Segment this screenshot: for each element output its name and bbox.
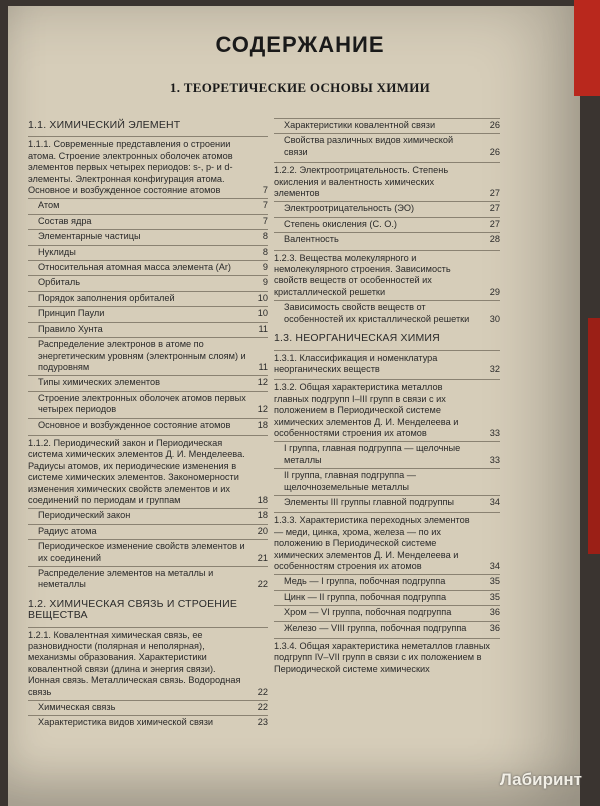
toc-subentry-title: Цинк — II группа, побочная подгруппа — [284, 591, 447, 602]
toc-entry[interactable]: 1.3.2. Общая характеристика металлов главных подгрупп I–III групп в связи с их положением в Периодической системе химических элементов Д. И. Менделеева и особенностями строения их атомов 33 — [274, 379, 500, 439]
toc-subentry[interactable] — [28, 306, 268, 319]
toc-entry[interactable]: 1.1.2. Периодический закон и Периодическая система химических элементов Д. И. Менделеева. Радиусы атомов, их периодические изменения в системе химических элементов. Закономерности изменения химических свойств элементов и их соединений по периодам и группам 18 — [28, 435, 268, 506]
toc-subentry-title: Элементы III группы главной подгруппы — [284, 496, 455, 507]
toc-page-number: 11 — [258, 323, 268, 334]
toc-left-column — [28, 112, 268, 729]
toc-subentry[interactable] — [274, 574, 500, 587]
toc-subentry-title: Орбиталь — [38, 277, 81, 288]
toc-page-number: 12 — [257, 377, 268, 388]
labirint-logo: Лабиринт — [499, 770, 582, 789]
toc-subentry-title: Распределение элементов на металлы и неметаллы — [38, 568, 214, 590]
toc-subentry[interactable] — [28, 291, 268, 304]
part-heading: 1. ТЕОРЕТИЧЕСКИЕ ОСНОВЫ ХИМИИ — [169, 80, 431, 95]
toc-subentry[interactable] — [28, 198, 268, 211]
toc-subentry-title: Основное и возбужденное состояние атомов — [38, 419, 231, 430]
toc-page-number: 26 — [489, 146, 500, 157]
toc-page-number: 27 — [489, 218, 500, 229]
toc-right-column — [274, 116, 500, 675]
toc-page-number: 7 — [262, 200, 268, 211]
section-heading: 1.3. НЕОРГАНИЧЕСКАЯ ХИМИЯ — [274, 332, 440, 345]
toc-page-number: 23 — [257, 717, 268, 728]
toc-page-number: 20 — [257, 525, 268, 536]
toc-entry[interactable]: 1.3.3. Характеристика переходных элементов — меди, цинка, хрома, железа — по их положению в Периодической системе химических элементов Д. И. Менделеева и особенностям строения их атомов 34 — [274, 512, 500, 572]
toc-subentry[interactable] — [274, 118, 500, 131]
toc-page-number: 27 — [489, 203, 500, 214]
toc-subentry-title: Электроотрицательность (ЭО) — [284, 203, 415, 214]
toc-subentry-title: Химическая связь — [38, 702, 116, 713]
toc-entry[interactable]: 1.2.2. Электроотрицательность. Степень окисления и валентность химических элементов 27 — [274, 162, 500, 199]
toc-subentry[interactable] — [274, 495, 500, 508]
toc-page-number: 35 — [489, 576, 500, 587]
toc-subentry[interactable] — [28, 524, 268, 537]
toc-page-number: 10 — [257, 292, 268, 303]
toc-subentry[interactable] — [28, 275, 268, 288]
section-heading: 1.1. ХИМИЧЕСКИЙ ЭЛЕМЕНТ — [28, 119, 181, 131]
toc-subentry[interactable] — [274, 468, 500, 493]
toc-page-number: 9 — [262, 262, 268, 273]
toc-subentry-title: Характеристики ковалентной связи — [284, 120, 436, 130]
toc-subentry-title: Элементарные частицы — [38, 231, 141, 242]
toc-subentry-title: Нуклиды — [38, 246, 76, 257]
toc-subentry[interactable] — [28, 391, 268, 416]
toc-page-number: 18 — [257, 419, 268, 430]
toc-page-number: 36 — [489, 622, 500, 633]
toc-subentry-title: Правило Хунта — [38, 323, 103, 334]
toc-subentry[interactable] — [28, 375, 268, 388]
toc-subentry[interactable] — [274, 201, 500, 214]
toc-page-number: 36 — [489, 607, 500, 618]
toc-subentry[interactable] — [274, 441, 500, 466]
toc-subentry[interactable] — [274, 232, 500, 245]
toc-subentry[interactable] — [274, 621, 500, 634]
toc-subentry[interactable] — [28, 418, 268, 431]
toc-page-number: 30 — [489, 313, 500, 324]
toc-page-number: 21 — [257, 552, 268, 563]
toc-page-number: 26 — [489, 120, 500, 130]
toc-subentry-title: Периодическое изменение свойств элементов и их соединений — [38, 541, 245, 563]
toc-subentry-title: Радиус атома — [38, 525, 97, 536]
toc-subentry[interactable] — [274, 605, 500, 618]
toc-subentry-title: Принцип Паули — [38, 308, 105, 319]
page-edge-tab — [588, 318, 600, 554]
toc-subentry[interactable] — [274, 300, 500, 325]
toc-page-number: 12 — [257, 404, 268, 415]
toc-subentry-title: Относительная атомная масса элемента (Ar) — [38, 262, 231, 273]
toc-subentry[interactable] — [28, 245, 268, 258]
toc-entry[interactable]: 1.3.4. Общая характеристика неметаллов главных подгрупп IV–VII групп в связи с их положением в Периодической системе химических — [274, 638, 500, 675]
toc-subentry-title: Валентность — [284, 234, 339, 245]
toc-page-number: 35 — [489, 591, 500, 602]
toc-subentry[interactable] — [28, 260, 268, 273]
toc-subentry-title: Степень окисления (С. О.) — [284, 218, 397, 229]
toc-subentry[interactable] — [28, 566, 268, 591]
toc-page-number: 22 — [257, 702, 268, 713]
toc-page-number: 9 — [262, 277, 268, 288]
toc-subentry-title: Типы химических элементов — [38, 377, 160, 388]
toc-subentry[interactable] — [274, 590, 500, 603]
toc-page-number: 34 — [489, 496, 500, 507]
toc-subentry-title: Строение электронных оболочек атомов первых четырех периодов — [38, 392, 246, 415]
toc-entry[interactable]: 1.2.3. Вещества молекулярного и немолекулярного строения. Зависимость свойств веществ от особенностей их кристаллической решетки 29 — [274, 250, 500, 299]
toc-subentry[interactable] — [28, 508, 268, 521]
toc-subentry-title: Медь — I группа, побочная подгруппа — [284, 576, 446, 587]
toc-subentry[interactable] — [28, 214, 268, 227]
toc-subentry-title: Атом — [38, 200, 60, 211]
toc-entry[interactable]: 1.1.1. Современные представления о строении атома. Строение электронных оболочек атомов элементов первых четырех периодов: s-, p- и d-элементы. Электронная конфигурация атома. Основное и возбужденное состояние атомов 7 — [28, 136, 268, 196]
toc-subentry-title: Хром — VI группа, побочная подгруппа — [284, 607, 452, 618]
toc-subentry-title: Состав ядра — [38, 215, 92, 226]
toc-subentry-title: Зависимость свойств веществ от особенностей их кристаллической решетки — [284, 302, 470, 324]
toc-subentry[interactable] — [28, 322, 268, 335]
toc-page-number: 8 — [262, 231, 268, 242]
toc-page-number: 7 — [262, 215, 268, 226]
toc-entry[interactable]: 1.3.1. Классификация и номенклатура неорганических веществ 32 — [274, 350, 500, 376]
toc-page-number: 28 — [489, 234, 500, 245]
toc-page-number: 11 — [258, 361, 268, 372]
toc-page-number: 10 — [257, 308, 268, 319]
toc-page-number: 8 — [262, 246, 268, 257]
toc-subentry-title: Распределение электронов в атоме по энергетическим уровням (электронным слоям) и подуровням — [38, 339, 246, 372]
toc-subentry[interactable] — [28, 229, 268, 242]
toc-subentry[interactable] — [274, 133, 500, 158]
toc-subentry[interactable] — [28, 700, 268, 713]
page-title: СОДЕРЖАНИЕ — [215, 32, 385, 57]
section-heading: 1.2. ХИМИЧЕСКАЯ СВЯЗЬ И СТРОЕНИЕ ВЕЩЕСТВА — [28, 597, 238, 622]
toc-subentry-title: Периодический закон — [38, 510, 131, 521]
toc-page-number: 33 — [489, 454, 500, 465]
toc-subentry-title: Свойства различных видов химической связи — [284, 135, 454, 157]
toc-entry[interactable]: 1.2.1. Ковалентная химическая связь, ее разновидности (полярная и неполярная), механизмы образования. Характеристики ковалентной связи (длина и энергия связи). Ионная связь. Металлическая связь. Водородная связь 22 — [28, 627, 268, 698]
toc-subentry[interactable] — [274, 217, 500, 230]
toc-subentry[interactable] — [28, 539, 268, 564]
toc-page-number: 22 — [257, 579, 268, 590]
toc-subentry-title: II группа, главная подгруппа — щелочноземельные металлы — [284, 470, 416, 492]
toc-subentry-title: Характеристика видов химической связи — [38, 717, 214, 728]
toc-subentry[interactable] — [28, 715, 268, 728]
toc-subentry-title: I группа, главная подгруппа — щелочные металлы — [284, 443, 461, 465]
toc-page-number: 18 — [257, 510, 268, 521]
toc-subentry-title: Порядок заполнения орбиталей — [38, 292, 175, 303]
toc-subentry-title: Железо — VIII группа, побочная подгруппа — [284, 622, 467, 633]
toc-subentry[interactable] — [28, 337, 268, 373]
